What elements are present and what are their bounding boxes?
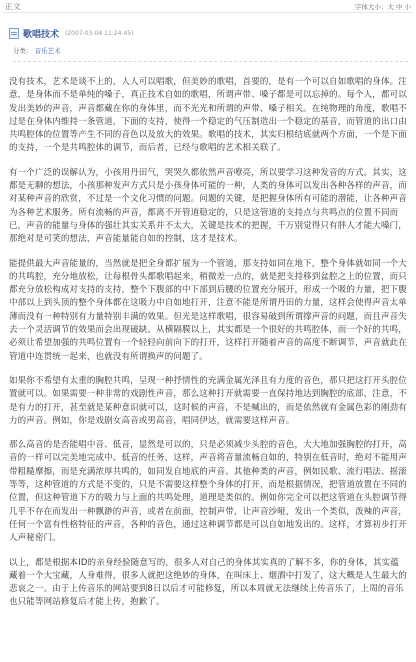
category-link[interactable]: 音乐艺术	[34, 47, 61, 55]
paragraph: 能提供最大声音能量的，当然就是把全身都扩展为一个管道，那支持如同在地下，整个身体就如同一个大的共鸣腔，充分地放松，让每根骨头都歌唱起来，稍微差一点的，就是把支持移到盆腔之上的位置，而只都充分放松构成对支持的支持，整个下腹部的中下部到后腰的位置充分展开，形成一个吸的力量，把下腹中部以上到头顶的整个身体都在这吸力中自如地打开，注意不能是所谓丹田的力量，这样会使得声音太单薄而没有一种特别有力量特别丰满的效果。但光是这样歌唱，很容易破到所谓撑声音的问题，而且声音失去一个灵活调节的效果而会出现破缺。从横隔膜以上，其实都是一个很好的共鸣腔体，而一个好的共鸣，必须让希望加强的共鸣位置有一个轻轻向前向下的打开，这样打开随着声音的高度不断调节，声音就此在管道中连贯统一起来，也就没有所谓换声的问题了。	[9, 258, 407, 362]
paragraph: 没有技术，艺术是谈不上的，人人可以唱歌，但美妙的歌唱，首要的，是有一个可以自如歌唱的身体。注意，是身体而不是单纯的嗓子，真正技术自如的歌唱，所谓声带、嗓子都是可以忘掉的。每个人，都可以发出美妙的声音，声音都藏在你的身体里，而不光光和所谓的声带、嗓子相关。在纯物理的角度，歌唱不过是在身体内维持一条管道，下面的支持，使得一个稳定的气压制造出一个稳定的基音，而管道的出口由共鸣腔体的位置等产生不同的音色以及放大的效果。歌唱的技术，其实归根结底就两个方面，一个是下面的支持，一个是共鸣腔体的调节，而后者，已经与歌唱的艺术相关联了。	[9, 77, 407, 154]
font-size-options[interactable]: 大 中 小	[387, 2, 411, 11]
paragraph: 以上，都是根据本ID的亲身经验随意写的，很多人对自己的身体其实真的了解不多，你的身体，其实蕴藏着一个大宝藏，人身难得，很多人就把这绝妙的身体，在叫床上、烟酒中打发了，这大概是人生最大的悲哀之一。由于上传音乐的网站要到8日以后才可能修复，所以本周就无法继续上传音乐了，上周的音乐也只能等网站修复后才能上传，抱歉了。	[9, 557, 407, 608]
paragraph: 有一个广泛的误解认为，小孩用丹田气，哭哭久都依然声音嘹亮，所以要学习这种发音的方式。其实，这都是无聊的想法，小孩那种发声方式只是小孩身体可能的一种，人类的身体可以发出各种各样的声音，而对某种声音的欣赏，不过是一个文化习惯的问题。问题的关键，是把握身体所有可能的潜能，让各种声音为各种艺术服务。所有流畅的声音，都离不开管道稳定的，只是这管道的支持点与共鸣点的位置不同而已，声音的能量与身体的强壮其实关系并不太大，关键是技术的把握，千万别觉得只有胖人才能大嗓门，那绝对是可笑的想法，声音能量能自如的控制，这才是技术。	[9, 167, 407, 245]
post-title: 歌唱技术	[23, 30, 60, 40]
paragraph: 那么高音的是否能唱中音、低音，显然是可以的，只是必须减少头腔的音色，大大地加强胸腔的打开，高音的一样可以完美地完成中、低音的任务，这样，声音将音量流畅自如的，特别在低音时，绝对不能用声带粗糙摩擦，而是充满浓厚共鸣的，如同发自地底的声音。其他种类的声音，例如民歌、流行唱法、摇滚等等，这种管道的方式是不变的，只是不需要这样整个身体的打开，而是根据情况，把管道放置在不同的位置，但这种管道下方的吸力与上面的共鸣处理，道理是类似的。例如你完全可以把这管道在头腔调节得几乎不存在而发出一种飘渺的声音，或者在前面，控制声带，让声音沙哑，发出一个类似，泼辣的声音，任何一个富有性格特征的声音，各种的音色，通过这种调节都是可以自如地发出的。这样，才算初步打开人声秘密门。	[9, 440, 407, 544]
category-label: 分类：	[13, 47, 33, 55]
category-line	[13, 46, 408, 62]
article-body	[9, 76, 407, 610]
font-size-label: 字体大小：	[354, 2, 388, 11]
top-bar	[3, 0, 413, 13]
post-header	[9, 27, 413, 40]
paragraph: 如果你不希望有太重的胸腔共鸣，呈现一种抒情性的充满金属光泽且有力度的音色，那只把这打开头腔位置就可以。如果需要一种非常的戏剧性声音，那么这种打开就需要一直保持地达到胸腔的底部，注意，不是有力的打开，甚至就是某种意识就可以，这时候的声音，不是喊出的，而是依然就有金属色彩的刚劲有力的声音。例如，你是戏剧女高音或男高音，唱同伊达，就需要这样声音。	[9, 375, 407, 426]
section-title: 正文	[5, 1, 21, 11]
font-size-control[interactable]	[355, 2, 411, 11]
document-icon	[9, 28, 19, 39]
post-date: (2007-03-04 11:24:45)	[65, 30, 134, 37]
